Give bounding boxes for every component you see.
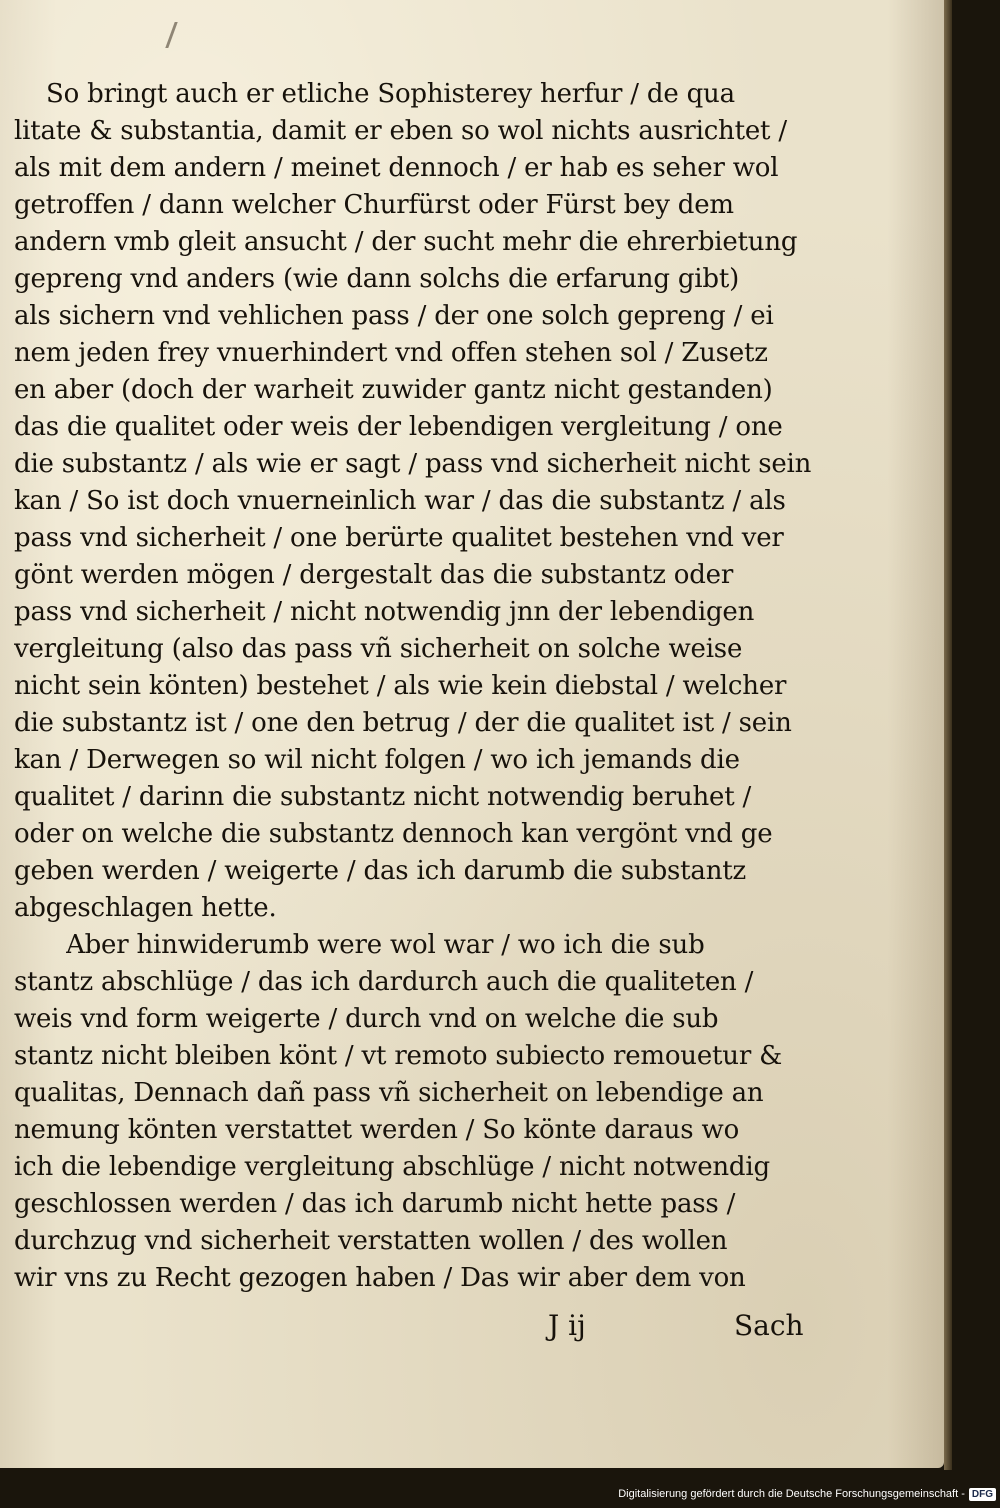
text-line: kan / So ist doch vnuerneinlich war / das die substantz / als — [14, 486, 786, 516]
text-line: geschlossen werden / das ich darumb nicht hette pass / — [14, 1189, 736, 1219]
text-line: pass vnd sicherheit / one berürte qualitet bestehen vnd ver — [14, 523, 784, 553]
digitization-credit — [618, 1484, 996, 1504]
text-line: pass vnd sicherheit / nicht notwendig jnn der lebendigen — [14, 597, 755, 627]
text-line: ich die lebendige vergleitung abschlüge / nicht notwendig — [14, 1152, 770, 1182]
text-line: kan / Derwegen so wil nicht folgen / wo ich jemands die — [14, 745, 740, 775]
text-line: oder on welche die substantz dennoch kan vergönt vnd ge — [14, 819, 773, 849]
catchword: Sach — [734, 1309, 804, 1342]
text-line: andern vmb gleit ansucht / der sucht mehr die ehrerbietung — [14, 227, 798, 257]
dfg-logo: DFG — [969, 1488, 996, 1501]
text-line: qualitas, Dennach dañ pass vñ sicherheit on lebendige an — [14, 1078, 764, 1108]
text-line: So bringt auch er etliche Sophisterey herfur / de qua — [46, 76, 842, 113]
text-line: stantz abschlüge / das ich dardurch auch die qualiteten / — [14, 967, 754, 997]
text-line: gepreng vnd anders (wie dann solchs die erfarung gibt) — [14, 264, 740, 294]
text-line: als sichern vnd vehlichen pass / der one solch gepreng / ei — [14, 301, 774, 331]
text-line: en aber (doch der warheit zuwider gantz nicht gestanden) — [14, 375, 773, 405]
text-line: wir vns zu Recht gezogen haben / Das wir aber dem von — [14, 1263, 746, 1293]
signature-mark: J ij — [548, 1309, 586, 1342]
text-line: getroffen / dann welcher Churfürst oder Fürst bey dem — [14, 190, 734, 220]
text-line: nemung könten verstattet werden / So könte daraus wo — [14, 1115, 740, 1145]
text-line: die substantz / als wie er sagt / pass vnd sicherheit nicht sein — [14, 449, 812, 479]
text-line: abgeschlagen hette. — [14, 893, 277, 923]
text-line: nem jeden frey vnuerhindert vnd offen stehen sol / Zusetz — [14, 338, 768, 368]
text-line: nicht sein könten) bestehet / als wie kein diebstal / welcher — [14, 671, 787, 701]
text-line: das die qualitet oder weis der lebendigen vergleitung / one — [14, 412, 783, 442]
text-line: durchzug vnd sicherheit verstatten wollen / des wollen — [14, 1226, 728, 1256]
text-line: Aber hinwiderumb were wol war / wo ich die sub — [66, 930, 705, 960]
text-line: die substantz ist / one den betrug / der die qualitet ist / sein — [14, 708, 792, 738]
page-edge — [944, 0, 952, 1470]
text-line: stantz nicht bleiben könt / vt remoto subiecto remouetur & — [14, 1041, 783, 1071]
text-line: als mit dem andern / meinet dennoch / er hab es seher wol — [14, 153, 779, 183]
text-line: geben werden / weigerte / das ich darumb die substantz — [14, 856, 746, 886]
text-line: litate & substantia, damit er eben so wol nichts ausrichtet / — [14, 116, 787, 146]
text-line: qualitet / darinn die substantz nicht notwendig beruhet / — [14, 782, 752, 812]
ink-mark — [165, 22, 191, 48]
text-line: vergleitung (also das pass vñ sicherheit on solche weise — [14, 634, 743, 664]
text-line: weis vnd form weigerte / durch vnd on welche die sub — [14, 1004, 719, 1034]
text-line: gönt werden mögen / dergestalt das die substantz oder — [14, 560, 734, 590]
credit-text: Digitalisierung gefördert durch die Deutsche Forschungsgemeinschaft - — [618, 1488, 965, 1500]
